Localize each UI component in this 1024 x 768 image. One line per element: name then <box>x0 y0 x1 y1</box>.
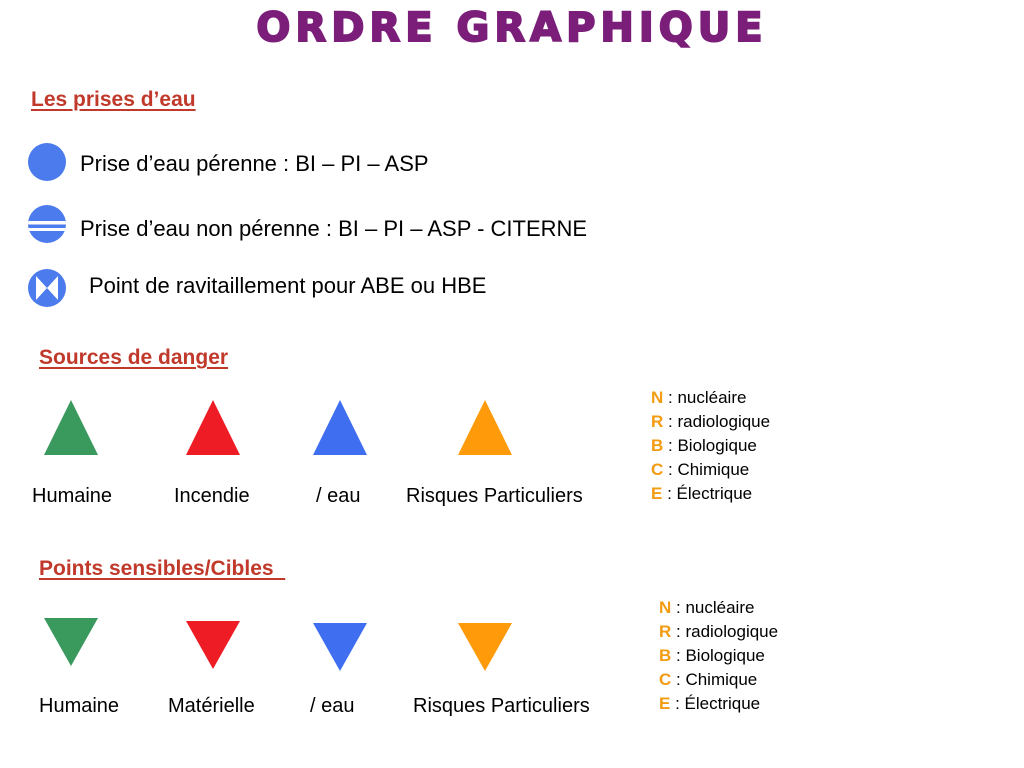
legend-row-n: N : nucléaire <box>659 598 755 617</box>
danger-label-incendie: Incendie <box>174 485 250 507</box>
danger-sources-heading: Sources de danger <box>39 346 229 369</box>
triangle-down-humaine-icon <box>43 617 99 667</box>
water-point-label-non-perennial: Prise d’eau non pérenne : BI – PI – ASP - CITERNE <box>80 216 588 241</box>
legend-row-b: B : Biologique <box>651 436 757 455</box>
page-title: ORDRE GRAPHIQUE <box>256 5 768 51</box>
target-label-materielle: Matérielle <box>168 695 255 717</box>
bowtie-circle-icon <box>27 268 67 308</box>
triangle-up-risques-icon <box>457 399 513 456</box>
legend-row-n: N : nucléaire <box>651 388 747 407</box>
triangle-up-eau-icon <box>312 399 368 456</box>
triangle-down-risques-icon <box>457 622 513 672</box>
triangle-down-eau-icon <box>312 622 368 672</box>
legend-row-r: R : radiologique <box>651 412 771 431</box>
filled-circle-icon <box>27 142 67 182</box>
water-points-heading: Les prises d’eau <box>31 88 196 111</box>
legend-row-e: E : Électrique <box>659 694 761 713</box>
target-label-eau: / eau <box>310 695 355 717</box>
water-point-label-refuel: Point de ravitaillement pour ABE ou HBE <box>89 273 487 298</box>
target-label-risques: Risques Particuliers <box>413 695 590 717</box>
triangle-up-incendie-icon <box>185 399 241 456</box>
danger-label-humaine: Humaine <box>32 485 113 507</box>
legend-row-r: R : radiologique <box>659 622 779 641</box>
target-legend <box>659 596 778 716</box>
legend-row-e: E : Électrique <box>651 484 753 503</box>
danger-label-risques: Risques Particuliers <box>406 485 583 507</box>
sensitive-points-heading: Points sensibles/Cibles <box>39 557 286 580</box>
striped-circle-icon <box>27 204 67 244</box>
legend-row-c: C : Chimique <box>659 670 758 689</box>
triangle-down-materielle-icon <box>185 620 241 670</box>
danger-label-eau: / eau <box>316 485 361 507</box>
water-point-label-perennial: Prise d’eau pérenne : BI – PI – ASP <box>80 151 429 176</box>
legend-row-b: B : Biologique <box>659 646 765 665</box>
danger-legend <box>651 386 770 506</box>
target-label-humaine: Humaine <box>39 695 120 717</box>
legend-row-c: C : Chimique <box>651 460 750 479</box>
triangle-up-humaine-icon <box>43 399 99 456</box>
